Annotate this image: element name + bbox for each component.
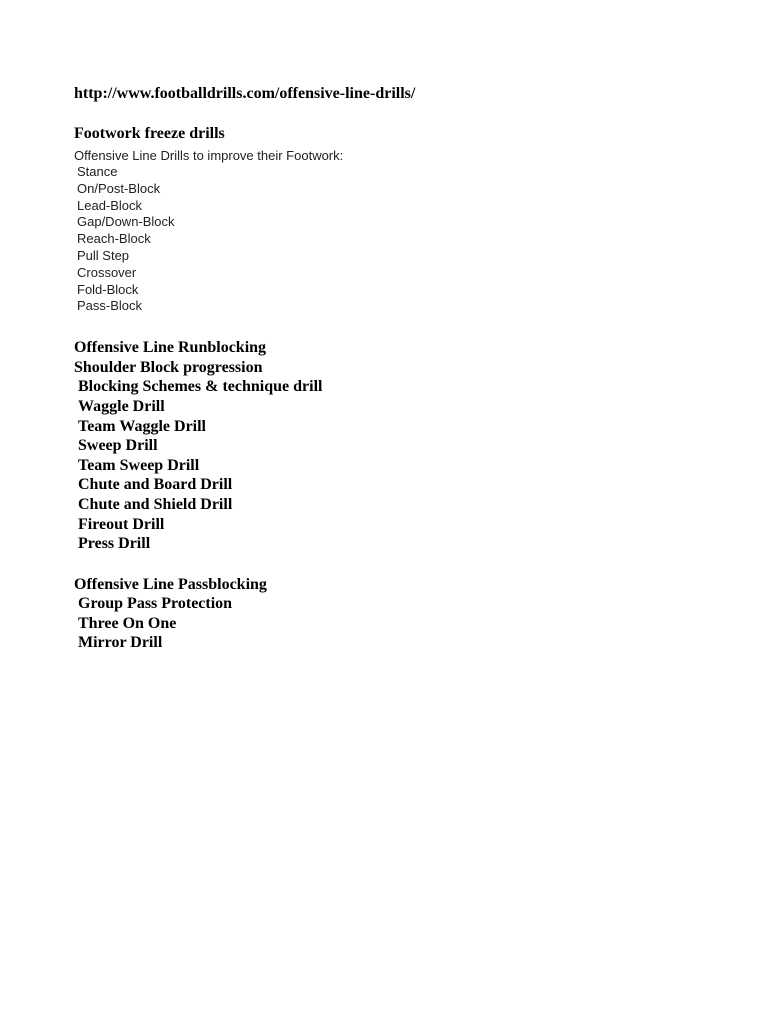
list-item: Reach-Block bbox=[77, 231, 151, 247]
list-item: Gap/Down-Block bbox=[77, 214, 175, 230]
passblocking-section bbox=[74, 575, 734, 653]
list-item: Stance bbox=[77, 164, 118, 179]
list-item: Press Drill bbox=[78, 535, 151, 553]
list-item: Pass-Block bbox=[77, 298, 143, 314]
source-url: http://www.footballdrills.com/offensive-line-drills/ bbox=[74, 85, 416, 102]
list-item: Waggle Drill bbox=[78, 397, 165, 415]
list-item: Chute and Board Drill bbox=[78, 476, 233, 494]
footwork-list bbox=[74, 164, 734, 315]
footwork-intro: Offensive Line Drills to improve their Footwork: bbox=[74, 148, 344, 163]
list-item: Team Sweep Drill bbox=[78, 456, 200, 474]
list-item: Team Waggle Drill bbox=[78, 417, 206, 435]
footwork-section bbox=[74, 124, 734, 315]
list-item: Three On One bbox=[78, 614, 177, 632]
list-item: Pull Step bbox=[77, 247, 130, 263]
list-item: On/Post-Block bbox=[77, 180, 161, 196]
passblocking-list bbox=[74, 594, 734, 653]
runblocking-title: Offensive Line Runblocking bbox=[74, 339, 267, 357]
list-item: Mirror Drill bbox=[78, 634, 163, 652]
passblocking-title: Offensive Line Passblocking bbox=[74, 575, 267, 593]
runblocking-list bbox=[74, 377, 734, 553]
list-item: Blocking Schemes & technique drill bbox=[78, 378, 323, 396]
list-item: Crossover bbox=[77, 264, 137, 280]
footwork-title: Footwork freeze drills bbox=[74, 125, 225, 142]
document-page bbox=[74, 84, 734, 653]
runblocking-section bbox=[74, 338, 734, 554]
list-item: Sweep Drill bbox=[78, 437, 158, 455]
list-item: Chute and Shield Drill bbox=[78, 495, 233, 513]
list-item: Fold-Block bbox=[77, 281, 139, 297]
list-item: Fireout Drill bbox=[78, 515, 165, 533]
runblocking-subtitle: Shoulder Block progression bbox=[74, 358, 263, 376]
list-item: Group Pass Protection bbox=[78, 595, 233, 613]
list-item: Lead-Block bbox=[77, 197, 143, 213]
